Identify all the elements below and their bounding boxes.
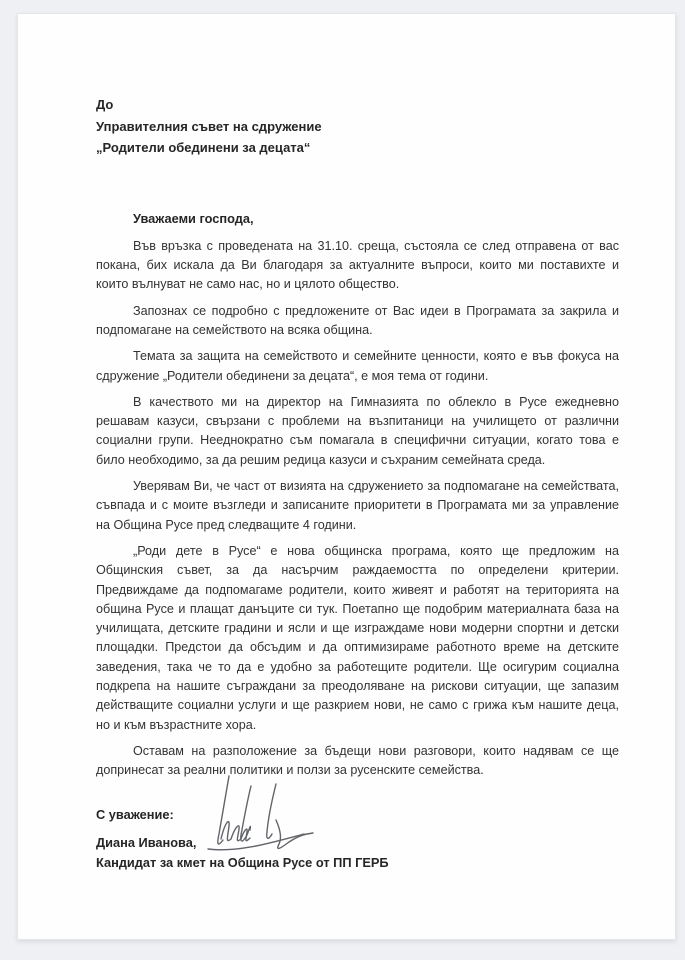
paragraph-4: В качеството ми на директор на Гимназията по облекло в Русе ежедневно решавам казуси, свързани с проблеми на възпитаници на училището от различни социални групи. Нееднократно съм помагала в специфични ситуации, когато това е било необходимо, за да решим редица казуси и съхраним семейната среда. bbox=[96, 394, 619, 467]
paragraph-5: Уверявам Ви, че част от визията на сдружението за подпомагане на семействата, съвпада и с моите възгледи и записаните приоритети в Програмата ми за управление на Община Русе пред следващите 4 години. bbox=[96, 479, 619, 532]
recipient-block bbox=[96, 94, 619, 159]
paragraph-2: Запознах се подробно с предложените от Вас идеи в Програмата за закрила и подпомагане на семейството на всяка община. bbox=[96, 303, 619, 337]
closing-phrase: С уважение: bbox=[96, 806, 174, 822]
paragraph-6: „Роди дете в Русе“ е нова общинска програма, която ще предложим на Общинския съвет, за да насърчим раждаемостта по определени критерии. Предвиждаме да подпомагаме родители, които живеят и работят на територията на община Русе и плащат данъците си тук. Поетапно ще подобрим материалната база на училищата, детските градини и ясли и ще изграждаме нови модерни спортни и детски площадки. Предстои да обсъдим и да оптимизираме работното време на детските заведения, така че то да е удобно за работещите родители. Ще осигурим социална подкрепа на нашите съграждани за преодоляване на рискови ситуации, ще запазим действащите социални услуги и ще разкрием нови, не само с грижа към нашите деца, но и към възрастните хора. bbox=[96, 543, 619, 732]
paragraph-7: Оставам на разположение за бъдещи нови разговори, които надявам се ще допринесат за реални политики и ползи за русенските семейства. bbox=[96, 743, 619, 778]
recipient-to: До bbox=[96, 97, 114, 112]
letter-body bbox=[96, 237, 619, 781]
letter-page bbox=[17, 13, 676, 940]
signer-name: Диана Иванова, bbox=[96, 834, 197, 850]
salutation: Уважаеми господа, bbox=[133, 210, 254, 226]
paragraph-1: Във връзка с проведената на 31.10. среща, състояла се след отправена от вас покана, бих искала да Ви благодаря за актуалните въпроси, които ми поставихте и които вълнуват не само нас, но и цялото общество. bbox=[96, 238, 619, 292]
recipient-org-line: Управителния съвет на сдружение bbox=[96, 118, 322, 134]
signer-title: Кандидат за кмет на Община Русе от ПП ГЕРБ bbox=[96, 854, 389, 870]
recipient-org-name: „Родители обединени за децата“ bbox=[96, 140, 311, 155]
signature-block bbox=[96, 805, 619, 873]
paragraph-3: Темата за защита на семейството и семейните ценности, която е във фокуса на сдружение „Родители обединени за децата“, е моя тема от години. bbox=[96, 349, 619, 383]
